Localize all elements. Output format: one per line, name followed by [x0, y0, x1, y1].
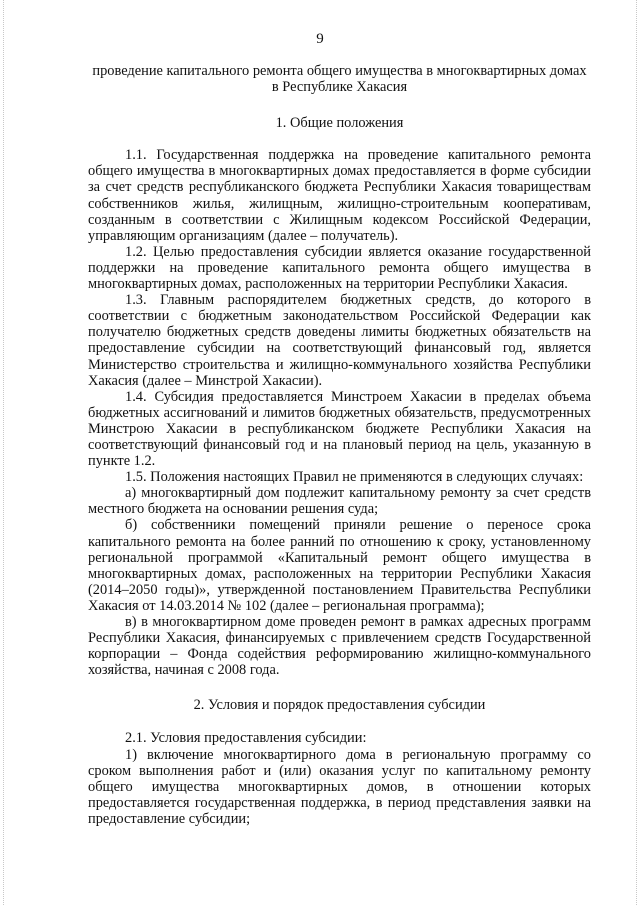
section-heading-general: 1. Общие положения — [275, 115, 404, 132]
document-body — [88, 63, 591, 827]
paragraph-1-5-a: а) многоквартирный дом подлежит капитальному ремонту за счет средств местного бюджета на основании решения суда; — [88, 485, 591, 518]
page-edge-left — [3, 0, 4, 905]
paragraph-2-1-1: 1) включение многоквартирного дома в региональную программу со сроком выполнения работ и (или) оказания услуг по капитальному ремонту общего имущества многоквартирных домов, в отношении которых предоставляется государственная поддержка, в период представления заявки на предоставление субсидии; — [88, 746, 591, 827]
paragraph-1-5-b: б) собственники помещений приняли решение о переносе срока капитального ремонта на более ранний по отношению к сроку, установленному региональной программой «Капитальный ремонт общего имущества в многоквартирных домах, расположенных на территории Республики Хакасия (2014–2050 годы)», утвержденной постановлением Правительства Республики Хакасия от 14.03.2014 № 102 (далее – региональная программа); — [88, 517, 591, 614]
paragraph-2-1: 2.1. Условия предоставления субсидии: — [125, 730, 367, 747]
section-heading-conditions: 2. Условия и порядок предоставления субсидии — [193, 697, 486, 714]
paragraph-1-2: 1.2. Целью предоставления субсидии является оказание государственной поддержки на проведение капитального ремонта общего имущества в многоквартирных домах, расположенных на территории Республики Хакасия. — [88, 243, 591, 293]
document-title: проведение капитального ремонта общего имущества в многоквартирных домах в Республике Хакасия — [92, 63, 587, 96]
paragraph-1-3: 1.3. Главным распорядителем бюджетных средств, до которого в соответствии с бюджетным законодательством Российской Федерации как получателю бюджетных средств доведены лимиты бюджетных обязательств на предоставление субсидии на соответствующий финансовый год, является Министерство строительства и жилищно-коммунального хозяйства Республики Хакасия (далее – Минстрой Хакасии). — [88, 292, 591, 389]
page-number: 9 — [316, 31, 324, 47]
paragraph-1-1: 1.1. Государственная поддержка на проведение капитального ремонта общего имущества в многоквартирных домах предоставляется в форме субсидии за счет средств республиканского бюджета Республики Хакасия товариществам собственников жилья, жилищным, жилищно-строительным кооперативам, созданным в соответствии с Жилищным кодексом Российской Федерации, управляющим организациям (далее – получатель). — [88, 147, 591, 244]
page-edge-right — [636, 0, 637, 905]
paragraph-1-5-v: в) в многоквартирном доме проведен ремонт в рамках адресных программ Республики Хакасия, финансируемых с привлечением средств Государственной корпорации – Фонда содействия реформированию жилищно-коммунального хозяйства, начиная с 2008 года. — [88, 614, 591, 679]
paragraph-1-5: 1.5. Положения настоящих Правил не применяются в следующих случаях: — [125, 469, 584, 486]
paragraph-1-4: 1.4. Субсидия предоставляется Минстроем Хакасии в пределах объема бюджетных ассигнований и лимитов бюджетных обязательств, предусмотренных Минстрою Хакасии в республиканском бюджете Республики Хакасия на соответствующий финансовый год и на плановый период на цель, указанную в пункте 1.2. — [88, 388, 591, 470]
